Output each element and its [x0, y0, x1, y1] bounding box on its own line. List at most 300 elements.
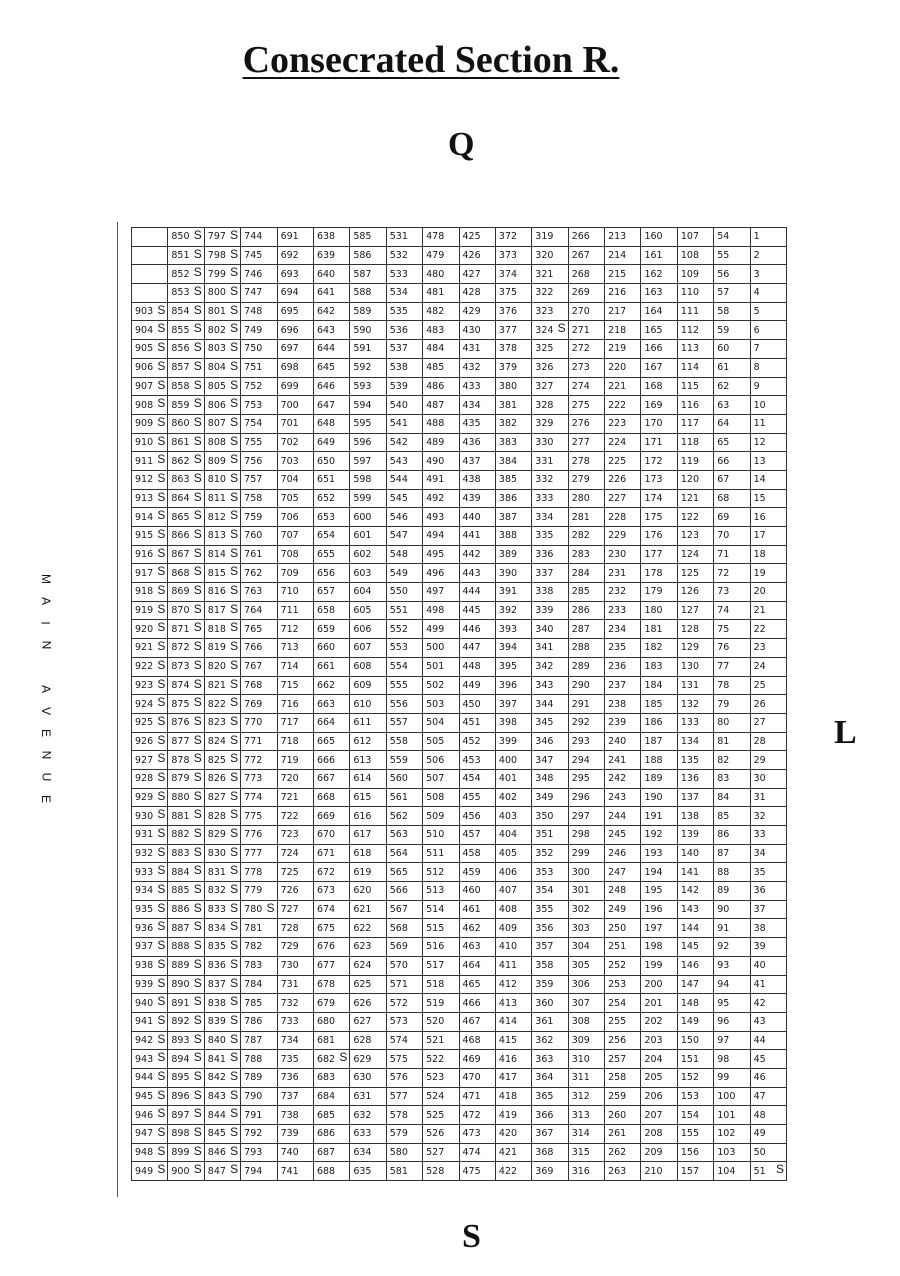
plot-cell [750, 1087, 786, 1106]
plot-cell [677, 545, 713, 564]
plot-cell [495, 882, 531, 901]
plot-cell [605, 807, 641, 826]
plot-cell [495, 900, 531, 919]
plot-number: 3 [753, 268, 760, 280]
plot-number: 934 [135, 885, 154, 897]
plot-cell [423, 340, 459, 359]
plot-number: 817 [207, 605, 226, 617]
plot-cell [714, 1031, 750, 1050]
plot-number: 516 [426, 941, 445, 953]
plot-number: 437 [462, 455, 481, 467]
plot-number: 565 [389, 866, 408, 878]
plot-cell [677, 620, 713, 639]
plot-number: 650 [316, 455, 336, 467]
plot-cell [568, 863, 604, 882]
plot-number: 791 [244, 1109, 263, 1121]
plot-number: 924 [135, 698, 154, 710]
plot-cell [641, 956, 677, 975]
plot-number: 868 [171, 567, 190, 579]
plot-cell [386, 1106, 422, 1125]
plot-number: 805 [207, 380, 226, 392]
plot-cell [386, 1050, 422, 1069]
plot-cell [605, 919, 641, 938]
plot-number: 7 [753, 343, 760, 355]
plot-cell [714, 583, 750, 602]
plot-number: 339 [535, 605, 554, 617]
plot-number: 682 [316, 1053, 336, 1065]
plot-cell [532, 1106, 568, 1125]
plot-number: 563 [389, 829, 408, 841]
plot-number: 59 [717, 324, 730, 336]
plot-cell [168, 975, 204, 994]
plot-marker: S [230, 975, 239, 990]
plot-number: 777 [244, 848, 263, 860]
plot-number: 487 [426, 399, 445, 411]
plot-cell [313, 1012, 349, 1031]
plot-cell [459, 900, 495, 919]
plot-number: 238 [608, 698, 627, 710]
plot-cell [605, 433, 641, 452]
plot-cell [423, 358, 459, 377]
plot-cell [386, 994, 422, 1013]
plot-marker: S [230, 470, 239, 485]
plot-cell [714, 302, 750, 321]
plot-cell [641, 1125, 677, 1144]
plot-marker: S [157, 489, 166, 504]
plot-number: 525 [426, 1109, 445, 1121]
plot-cell [495, 265, 531, 284]
plot-number: 882 [171, 829, 190, 841]
plot-number: 348 [535, 773, 554, 785]
plot-number: 549 [389, 567, 408, 579]
plot-number: 277 [571, 436, 590, 448]
plot-number: 29 [753, 754, 766, 766]
plot-cell [168, 601, 204, 620]
plot-marker: S [230, 583, 239, 598]
plot-number: 193 [644, 848, 663, 860]
plot-number: 702 [280, 436, 299, 448]
plot-number: 385 [498, 474, 518, 486]
plot-number: 659 [316, 623, 336, 635]
plot-number: 314 [571, 1128, 590, 1140]
plot-number: 942 [135, 1034, 154, 1046]
plot-cell [641, 994, 677, 1013]
plot-number: 341 [535, 642, 554, 654]
plot-number: 645 [316, 362, 336, 374]
plot-number: 598 [353, 474, 372, 486]
plot-cell [204, 340, 240, 359]
plot-number: 367 [535, 1128, 554, 1140]
plot-cell [568, 788, 604, 807]
plot-cell [204, 1125, 240, 1144]
plot-marker: S [193, 751, 202, 766]
plot-cell [750, 583, 786, 602]
plot-number: 884 [171, 866, 190, 878]
plot-number: 744 [244, 231, 263, 243]
plot-number: 900 [171, 1165, 190, 1177]
plot-cell [459, 1162, 495, 1181]
plot-number: 197 [644, 922, 663, 934]
plot-number: 39 [753, 941, 766, 953]
plot-marker: S [193, 564, 202, 579]
plot-cell [568, 900, 604, 919]
plot-number: 786 [244, 1016, 263, 1028]
plot-cell [677, 583, 713, 602]
plot-marker: S [230, 489, 239, 504]
plot-number: 11 [753, 418, 766, 430]
plot-number: 283 [571, 549, 590, 561]
plot-cell [495, 732, 531, 751]
plot-number: 366 [535, 1109, 554, 1121]
plot-number: 182 [644, 642, 663, 654]
plot-number: 527 [426, 1147, 445, 1159]
plot-cell [714, 900, 750, 919]
plot-cell [641, 452, 677, 471]
plot-cell [641, 807, 677, 826]
plot-number: 91 [717, 922, 730, 934]
plot-number: 92 [717, 941, 730, 953]
grid-row [132, 1050, 787, 1069]
plot-number: 501 [426, 661, 445, 673]
plot-marker: S [157, 826, 166, 840]
plot-cell [313, 1125, 349, 1144]
plot-number: 86 [717, 829, 730, 841]
plot-number: 919 [135, 605, 154, 617]
plot-cell [241, 284, 277, 303]
plot-number: 830 [207, 848, 226, 860]
plot-cell [714, 713, 750, 732]
plot-number: 166 [644, 343, 663, 355]
plot-number: 517 [426, 960, 445, 972]
plot-cell [350, 265, 386, 284]
plot-number: 588 [353, 287, 372, 299]
plot-cell [677, 377, 713, 396]
plot-number: 488 [426, 418, 445, 430]
plot-cell [132, 844, 168, 863]
plot-cell [641, 396, 677, 415]
plot-number: 677 [316, 960, 336, 972]
grid-row [132, 1031, 787, 1050]
plot-number: 788 [244, 1053, 263, 1065]
plot-number: 304 [571, 941, 590, 953]
plot-number: 245 [608, 829, 627, 841]
plot-number: 642 [316, 306, 336, 318]
plot-cell [568, 284, 604, 303]
plot-number: 892 [171, 1016, 190, 1028]
plot-cell [495, 377, 531, 396]
plot-marker: S [230, 1125, 239, 1139]
plot-cell [677, 676, 713, 695]
plot-marker: S [193, 601, 202, 616]
plot-number: 261 [608, 1128, 627, 1140]
plot-number: 846 [207, 1147, 226, 1159]
plot-number: 316 [571, 1165, 590, 1177]
grid-row [132, 769, 787, 788]
plot-cell [532, 900, 568, 919]
plot-cell [386, 489, 422, 508]
plot-number: 698 [280, 362, 299, 374]
plot-marker: S [339, 1050, 348, 1065]
plot-cell [568, 1106, 604, 1125]
plot-number: 382 [498, 418, 518, 430]
plot-number: 532 [389, 250, 408, 262]
plot-number: 71 [717, 549, 730, 561]
plot-number: 533 [389, 268, 408, 280]
plot-cell [241, 676, 277, 695]
plot-number: 444 [462, 586, 481, 598]
plot-cell [386, 975, 422, 994]
plot-number: 764 [244, 605, 263, 617]
plot-number: 627 [353, 1016, 372, 1028]
plot-cell [532, 1087, 568, 1106]
plot-cell [495, 676, 531, 695]
plot-cell [568, 975, 604, 994]
plot-number: 56 [717, 268, 730, 280]
plot-cell [568, 994, 604, 1013]
plot-cell [750, 508, 786, 527]
plot-cell [350, 863, 386, 882]
plot-cell [495, 284, 531, 303]
plot-cell [350, 639, 386, 658]
plot-cell [168, 695, 204, 714]
plot-cell [313, 1106, 349, 1125]
plot-number: 639 [316, 250, 336, 262]
plot-cell [714, 676, 750, 695]
plot-cell [495, 1087, 531, 1106]
plot-number: 896 [171, 1090, 190, 1102]
plot-cell [241, 1106, 277, 1125]
plot-cell [313, 844, 349, 863]
plot-cell [714, 1143, 750, 1162]
plot-cell [386, 751, 422, 770]
plot-marker: S [230, 807, 239, 822]
plot-number: 624 [353, 960, 372, 972]
plot-number: 320 [535, 250, 554, 262]
plot-cell [568, 396, 604, 415]
plot-number: 242 [608, 773, 627, 785]
plot-cell [677, 994, 713, 1013]
plot-cell [605, 1106, 641, 1125]
plot-number: 434 [462, 399, 481, 411]
plot-cell [750, 639, 786, 658]
plot-cell [495, 470, 531, 489]
plot-cell [750, 1125, 786, 1144]
plot-number: 275 [571, 399, 590, 411]
plot-cell [350, 433, 386, 452]
plot-number: 504 [426, 717, 445, 729]
plot-cell [641, 302, 677, 321]
plot-number: 715 [280, 679, 299, 691]
plot-number: 577 [389, 1090, 408, 1102]
plot-cell [132, 246, 168, 265]
grid-row [132, 246, 787, 265]
plot-cell [132, 377, 168, 396]
plot-number: 579 [389, 1128, 408, 1140]
plot-number: 550 [389, 586, 408, 598]
plot-cell [532, 508, 568, 527]
plot-number: 337 [535, 567, 554, 579]
plot-cell [386, 228, 422, 247]
plot-number: 855 [171, 324, 190, 336]
plot-number: 789 [244, 1072, 263, 1084]
plot-marker: S [157, 882, 166, 897]
plot-number: 839 [207, 1016, 226, 1028]
plot-number: 247 [608, 866, 627, 878]
plot-cell [168, 433, 204, 452]
plot-number: 4 [753, 287, 760, 299]
plot-cell [386, 302, 422, 321]
plot-number: 313 [571, 1109, 590, 1121]
plot-cell [714, 1012, 750, 1031]
plot-number: 266 [571, 231, 590, 243]
plot-cell [168, 956, 204, 975]
plot-number: 917 [135, 567, 154, 579]
plot-cell [495, 657, 531, 676]
plot-number: 289 [571, 661, 590, 673]
plot-number: 457 [462, 829, 481, 841]
plot-cell [277, 882, 313, 901]
plot-number: 391 [498, 586, 518, 598]
plot-cell [204, 938, 240, 957]
plot-number: 9 [753, 380, 760, 392]
plot-number: 420 [498, 1128, 518, 1140]
plot-number: 779 [244, 885, 263, 897]
plot-number: 280 [571, 492, 590, 504]
plot-marker: S [230, 657, 239, 672]
plot-number: 103 [717, 1147, 736, 1159]
plot-cell [641, 321, 677, 340]
plot-cell [132, 414, 168, 433]
plot-number: 724 [280, 848, 299, 860]
plot-cell [605, 956, 641, 975]
grid-row [132, 284, 787, 303]
plot-number: 263 [608, 1165, 627, 1177]
plot-number: 202 [644, 1016, 663, 1028]
plot-cell [350, 377, 386, 396]
plot-cell [277, 470, 313, 489]
plot-cell [714, 265, 750, 284]
plot-number: 575 [389, 1053, 408, 1065]
plot-number: 83 [717, 773, 730, 785]
plot-cell [714, 1087, 750, 1106]
plot-cell [423, 1106, 459, 1125]
plot-cell [386, 900, 422, 919]
plot-number: 544 [389, 474, 408, 486]
grid-row [132, 358, 787, 377]
plot-number: 538 [389, 362, 408, 374]
plot-number: 72 [717, 567, 730, 579]
plot-number: 142 [680, 885, 699, 897]
plot-cell [568, 639, 604, 658]
plot-number: 883 [171, 848, 190, 860]
plot-cell [204, 975, 240, 994]
plot-cell [459, 882, 495, 901]
plot-number: 831 [207, 866, 226, 878]
plot-number: 203 [644, 1034, 663, 1046]
plot-cell [750, 844, 786, 863]
plot-number: 930 [135, 810, 154, 822]
plot-cell [605, 452, 641, 471]
plot-cell [714, 228, 750, 247]
plot-cell [313, 975, 349, 994]
plot-number: 572 [389, 997, 408, 1009]
plot-number: 49 [753, 1128, 766, 1140]
plot-number: 346 [535, 735, 554, 747]
plot-cell [350, 396, 386, 415]
plot-cell [168, 900, 204, 919]
plot-number: 362 [535, 1034, 554, 1046]
plot-number: 499 [426, 623, 445, 635]
plot-number: 402 [498, 791, 518, 803]
plot-marker: S [230, 414, 239, 429]
plot-marker: S [193, 807, 202, 822]
plot-marker: S [230, 527, 239, 541]
plot-number: 710 [280, 586, 299, 598]
plot-cell [423, 788, 459, 807]
plot-cell [313, 713, 349, 732]
plot-number: 48 [753, 1109, 766, 1121]
plot-number: 933 [135, 866, 154, 878]
plot-number: 595 [353, 418, 372, 430]
plot-cell [641, 788, 677, 807]
plot-cell [532, 919, 568, 938]
plot-number: 927 [135, 754, 154, 766]
plot-cell [204, 769, 240, 788]
plot-number: 427 [462, 268, 481, 280]
plot-number: 148 [680, 997, 699, 1009]
grid-row [132, 639, 787, 658]
plot-number: 213 [608, 231, 627, 243]
plot-number: 76 [717, 642, 730, 654]
plot-number: 390 [498, 567, 518, 579]
plot-number: 22 [753, 623, 766, 635]
plot-number: 109 [680, 268, 699, 280]
plot-number: 626 [353, 997, 372, 1009]
plot-number: 696 [280, 324, 299, 336]
plot-number: 835 [207, 941, 226, 953]
plot-number: 700 [280, 399, 299, 411]
plot-number: 767 [244, 661, 263, 673]
plot-cell [132, 956, 168, 975]
plot-number: 296 [571, 791, 590, 803]
plot-cell [423, 321, 459, 340]
plot-cell [277, 583, 313, 602]
plot-number: 387 [498, 511, 518, 523]
plot-cell [132, 1068, 168, 1087]
plot-number: 149 [680, 1016, 699, 1028]
plot-number: 237 [608, 679, 627, 691]
plot-cell [277, 975, 313, 994]
plot-number: 460 [462, 885, 481, 897]
plot-number: 818 [207, 623, 226, 635]
plot-marker: S [193, 657, 202, 672]
plot-number: 162 [644, 268, 663, 280]
plot-number: 229 [608, 530, 627, 542]
plot-number: 910 [135, 436, 154, 448]
plot-number: 921 [135, 642, 154, 654]
street-letter: I [39, 621, 53, 625]
plot-cell [241, 302, 277, 321]
plot-marker: S [193, 975, 202, 990]
plot-marker: S [157, 321, 166, 336]
plot-cell [132, 620, 168, 639]
plot-number: 887 [171, 922, 190, 934]
plot-cell [677, 956, 713, 975]
plot-number: 243 [608, 791, 627, 803]
plot-cell [677, 639, 713, 658]
plot-number: 303 [571, 922, 590, 934]
plot-number: 944 [135, 1072, 154, 1084]
